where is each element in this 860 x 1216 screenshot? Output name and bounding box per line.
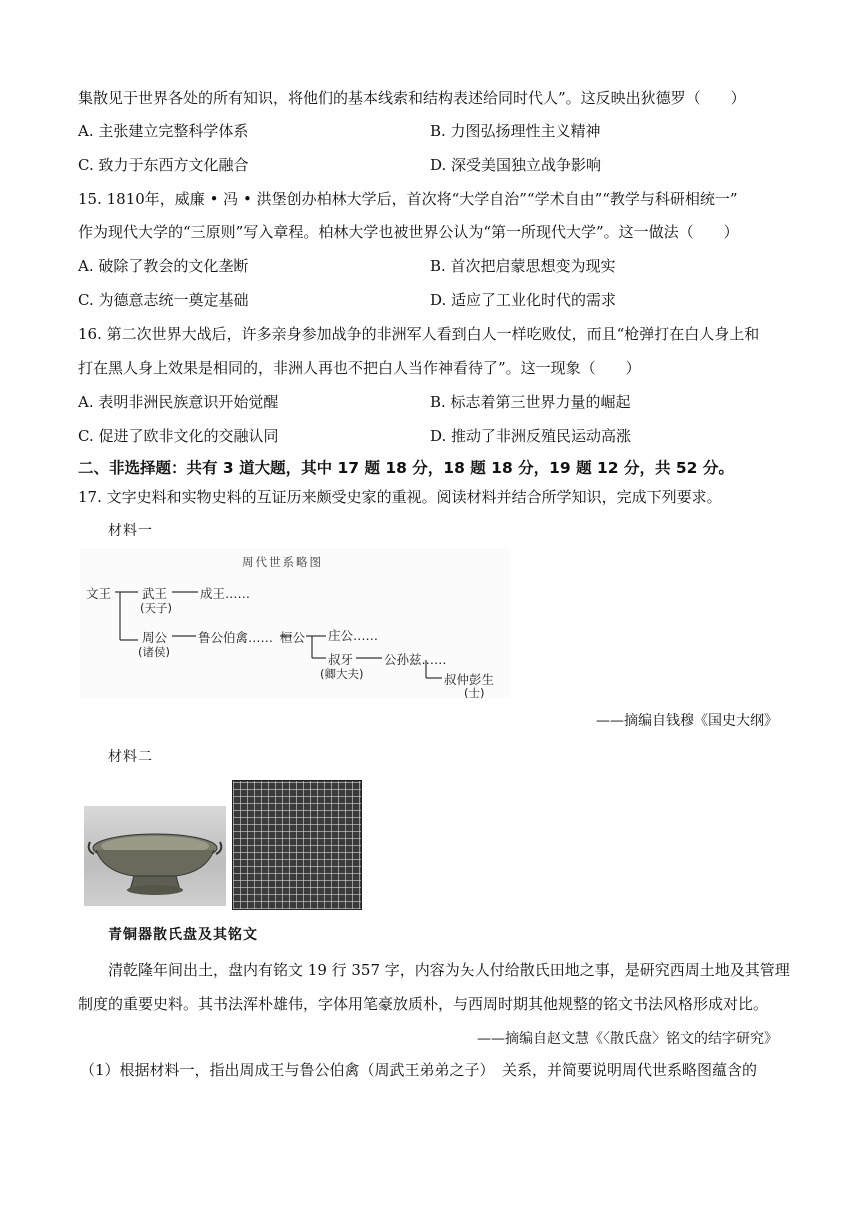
node-shuzhong: 叔仲彭生	[444, 672, 495, 687]
q15-option-c[interactable]: C. 为德意志统一奠定基础	[78, 291, 249, 309]
material-2-text-line-2: 制度的重要史料。其书法浑朴雄伟，字体用笔豪放质朴，与西周时期其他规整的铭文书法风格形成对比。	[78, 995, 769, 1013]
node-shi: (士)	[464, 686, 485, 700]
material-1-source: ——摘编自钱穆《国史大纲》	[596, 713, 778, 729]
section-2-heading: 二、非选择题：共有 3 道大题，其中 17 题 18 分，18 题 18 分，19 题 12 分，共 52 分。	[78, 459, 734, 477]
node-wuwang: 武王	[142, 586, 168, 601]
q16-options-row-1	[78, 392, 778, 412]
node-gongsunzi: 公孙兹……	[384, 652, 447, 667]
q16-stem-line-1: 16. 第二次世界大战后，许多亲身参加战争的非洲军人看到白人一样吃败仗，而且“枪弹打在白人身上和	[78, 325, 760, 343]
q17-intro: 17. 文字史料和实物史料的互证历来颇受史家的重视。阅读材料并结合所学知识，完成下列要求。	[78, 488, 722, 506]
node-shuya: 叔牙	[328, 652, 354, 667]
node-zhuanggong: 庄公……	[328, 628, 379, 643]
q14-option-b[interactable]: B. 力图弘扬理性主义精神	[430, 122, 601, 140]
q15-option-d[interactable]: D. 适应了工业化时代的需求	[430, 291, 617, 309]
diagram-title: 周代世系略图	[242, 555, 323, 569]
node-wenwang: 文王	[86, 586, 112, 601]
node-huangong: 桓公	[280, 630, 306, 645]
q15-stem-line-1: 15. 1810年，威廉 • 冯 • 洪堡创办柏林大学后，首次将“大学自治”“学术自由”“教学与科研相统一”	[78, 190, 738, 208]
bronze-plate-icon	[84, 806, 226, 906]
material-1-label: 材料一	[108, 523, 153, 539]
node-zhougong: 周公	[142, 630, 168, 645]
q16-option-a[interactable]: A. 表明非洲民族意识开始觉醒	[78, 393, 279, 411]
q16-stem-line-2: 打在黑人身上效果是相同的，非洲人再也不把白人当作神看待了”。这一现象（ ）	[78, 359, 641, 377]
q17-subquestion-1: （1）根据材料一，指出周成王与鲁公伯禽（周武王弟弟之子） 关系，并简要说明周代世系略图蕴含的	[80, 1061, 758, 1079]
material-2-text-line-1: 清乾隆年间出土，盘内有铭文 19 行 357 字，内容为夨人付给散氏田地之事，是研究西周土地及其管理	[108, 961, 790, 979]
q15-option-a[interactable]: A. 破除了教会的文化垄断	[78, 257, 249, 275]
q15-option-b[interactable]: B. 首次把启蒙思想变为现实	[430, 257, 616, 275]
q14-stem-continuation: 集散见于世界各处的所有知识，将他们的基本线索和结构表述给同时代人”。这反映出狄德罗（ ）	[78, 89, 746, 107]
node-chengwang: 成王……	[200, 586, 251, 601]
node-tianzi: (天子)	[140, 601, 172, 615]
q14-option-c[interactable]: C. 致力于东西方文化融合	[78, 156, 249, 174]
q15-options-row-1	[78, 256, 778, 276]
node-zhuhou: (诸侯)	[138, 645, 170, 659]
node-qingdafu: (卿大夫)	[320, 667, 364, 681]
material-2-label: 材料二	[108, 749, 153, 765]
q14-option-a[interactable]: A. 主张建立完整科学体系	[78, 122, 249, 140]
q16-options-row-2	[78, 426, 778, 446]
q16-option-b[interactable]: B. 标志着第三世界力量的崛起	[430, 393, 631, 411]
zhou-lineage-diagram	[80, 548, 510, 698]
q16-option-c[interactable]: C. 促进了欧非文化的交融认同	[78, 427, 279, 445]
q15-options-row-2	[78, 290, 778, 310]
material-2-caption: 青铜器散氏盘及其铭文	[108, 927, 258, 943]
material-2-source: ——摘编自赵文慧《〈散氏盘〉铭文的结字研究》	[477, 1031, 778, 1047]
bronze-plate-photo	[84, 806, 226, 906]
q15-stem-line-2: 作为现代大学的“三原则”写入章程。柏林大学也被世界公认为“第一所现代大学”。这一做法（ ）	[78, 223, 739, 241]
inscription-rubbing	[232, 780, 362, 910]
q16-option-d[interactable]: D. 推动了非洲反殖民运动高涨	[430, 427, 632, 445]
q14-option-d[interactable]: D. 深受美国独立战争影响	[430, 156, 602, 174]
node-boqin: 鲁公伯禽……	[198, 630, 274, 645]
q14-options-row-2	[78, 155, 778, 175]
q14-options-row-1	[78, 121, 778, 141]
